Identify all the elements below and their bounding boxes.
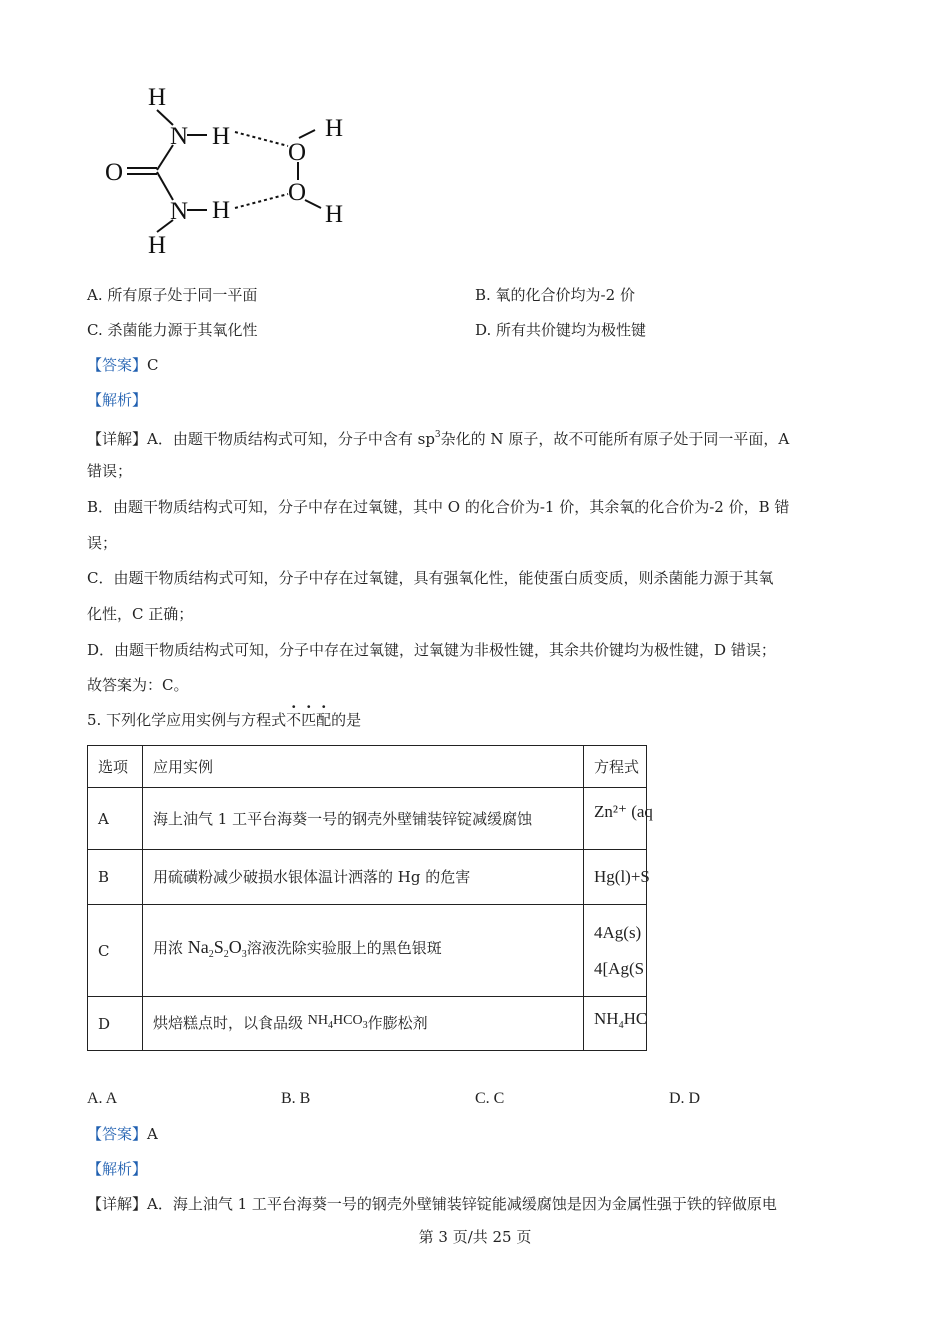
q5-option-b: B. B [281, 1090, 311, 1107]
detail-line: D．由题干物质结构式可知，分子中存在过氧键，过氧键为非极性键，其余共价键均为极性键，D 错误； [87, 641, 776, 659]
cell-equation: Hg(l)+S [584, 850, 647, 905]
cell-example: 烘焙糕点时，以食品级 $NH_4HCO_3$作膨松剂 [143, 997, 584, 1051]
q5-option-a: A. A [87, 1090, 118, 1107]
svg-text:H: H [148, 232, 167, 259]
header-cell: 应用实例 [143, 746, 584, 788]
cell-example: 海上油气 1 工平台海葵一号的钢壳外壁铺装锌锭减缓腐蚀 [143, 788, 584, 850]
header-cell: 方程式 [584, 746, 647, 788]
svg-text:O: O [288, 139, 307, 166]
detail-line: C．由题干物质结构式可知，分子中存在过氧键，具有强氧化性，能使蛋白质变质，则杀菌能力源于其氧 [87, 569, 774, 587]
cell-option: B [88, 850, 143, 905]
answer-label: 【答案】 [87, 356, 148, 374]
svg-text:H: H [212, 197, 231, 224]
detail-line: 错误； [87, 462, 133, 480]
table-row [88, 905, 647, 997]
detail-text: 杂化的 N 原子，故不可能所有原子处于同一平面，A [440, 430, 790, 448]
options-table [87, 745, 653, 1051]
q5-option-c: C. C [475, 1090, 505, 1107]
q5-answer-line: 【答案】A [87, 1125, 158, 1143]
detail-line: 故答案为：C。 [87, 676, 189, 694]
cell-option: D [88, 997, 143, 1051]
svg-text:H: H [325, 201, 344, 228]
detail-line: B．由题干物质结构式可知，分子中存在过氧键，其中 O 的化合价为-1 价，其余氧的化合价为-2 价，B 错 [87, 498, 790, 516]
table-row [88, 997, 647, 1051]
svg-text:N: N [170, 123, 189, 150]
analysis-label: 【解析】 [87, 391, 148, 409]
cell-example: 用硫磺粉减少破损水银体温计洒落的 Hg 的危害 [143, 850, 584, 905]
header-cell: 选项 [88, 746, 143, 788]
table-row [88, 850, 647, 905]
svg-text:O: O [288, 179, 307, 206]
option-b: B. 氧的化合价均为-2 价 [475, 286, 635, 304]
cell-example: 用浓 $Na_2S_2O_3$溶液洗除实验服上的黑色银斑 [143, 905, 584, 997]
page-footer: 第 3 页/共 25 页 [418, 1228, 532, 1246]
detail-text: A．由题干物质结构式可知，分子中含有 sp [147, 430, 435, 448]
detail-line [87, 425, 789, 449]
answer-line [87, 355, 159, 375]
cell-equation: Zn²⁺ (aq [584, 788, 647, 850]
table-header-row [88, 746, 647, 788]
q5-option-d: D. D [669, 1090, 701, 1107]
cell-option: A [88, 788, 143, 850]
answer-value: C [147, 356, 159, 374]
svg-text:O: O [105, 159, 124, 186]
detail-line: 化性，C 正确； [87, 605, 194, 623]
superscript: 3 [434, 430, 441, 440]
option-d: D. 所有共价键均为极性键 [475, 321, 647, 339]
svg-text:H: H [148, 84, 167, 111]
q5-analysis-label: 【解析】 [87, 1160, 148, 1178]
q5-detail-line: 【详解】A．海上油气 1 工平台海葵一号的钢壳外壁铺装锌锭能减缓腐蚀是因为金属性强于铁的锌做原电 [87, 1195, 777, 1213]
hydrogen-peroxide-urea-structure [95, 80, 365, 260]
svg-text:H: H [212, 123, 231, 150]
detail-line: 误； [87, 534, 118, 552]
option-c: C. 杀菌能力源于其氧化性 [87, 321, 258, 339]
svg-text:H: H [325, 115, 344, 142]
cell-equation: $NH_4HC$ [584, 997, 647, 1051]
cell-equation: 4Ag(s) 4[Ag(S [584, 905, 647, 997]
question-5: 5. 下列化学应用实例与方程式不匹配的是 [87, 711, 362, 729]
svg-text:N: N [170, 198, 189, 225]
cell-option: C [88, 905, 143, 997]
option-a: A. 所有原子处于同一平面 [87, 286, 258, 304]
detail-label: 【详解】 [87, 430, 148, 448]
table-row [88, 788, 647, 850]
